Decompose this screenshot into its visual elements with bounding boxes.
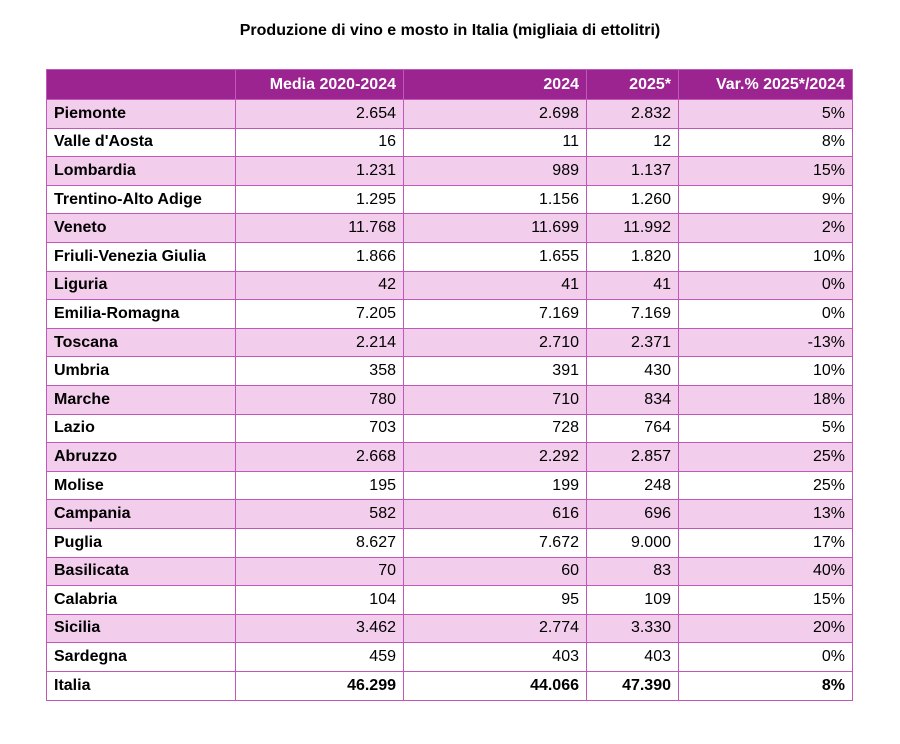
cell-region: Marche xyxy=(47,385,236,414)
cell-2024: 1.655 xyxy=(404,242,587,271)
cell-media: 7.205 xyxy=(236,300,404,329)
cell-media: 8.627 xyxy=(236,528,404,557)
header-2025: 2025* xyxy=(587,70,679,100)
cell-2025: 430 xyxy=(587,357,679,386)
cell-region: Valle d'Aosta xyxy=(47,128,236,157)
total-variation: 8% xyxy=(679,671,853,700)
cell-media: 16 xyxy=(236,128,404,157)
cell-2024: 2.698 xyxy=(404,100,587,129)
cell-2025: 2.832 xyxy=(587,100,679,129)
cell-media: 358 xyxy=(236,357,404,386)
cell-variation: 9% xyxy=(679,185,853,214)
cell-2024: 2.774 xyxy=(404,614,587,643)
cell-region: Umbria xyxy=(47,357,236,386)
table-row xyxy=(47,357,853,386)
total-media: 46.299 xyxy=(236,671,404,700)
header-2024: 2024 xyxy=(404,70,587,100)
cell-variation: 10% xyxy=(679,242,853,271)
cell-2024: 710 xyxy=(404,385,587,414)
cell-media: 703 xyxy=(236,414,404,443)
table-row xyxy=(47,300,853,329)
cell-region: Veneto xyxy=(47,214,236,243)
cell-region: Piemonte xyxy=(47,100,236,129)
cell-media: 2.668 xyxy=(236,443,404,472)
cell-region: Trentino-Alto Adige xyxy=(47,185,236,214)
cell-media: 2.654 xyxy=(236,100,404,129)
cell-variation: 0% xyxy=(679,271,853,300)
cell-2025: 764 xyxy=(587,414,679,443)
cell-region: Sardegna xyxy=(47,643,236,672)
table-body xyxy=(47,100,853,672)
cell-media: 780 xyxy=(236,385,404,414)
cell-2025: 248 xyxy=(587,471,679,500)
cell-variation: 15% xyxy=(679,157,853,186)
table-row xyxy=(47,385,853,414)
total-row xyxy=(47,671,853,700)
cell-2024: 1.156 xyxy=(404,185,587,214)
table-row xyxy=(47,271,853,300)
cell-media: 2.214 xyxy=(236,328,404,357)
cell-media: 3.462 xyxy=(236,614,404,643)
cell-variation: 13% xyxy=(679,500,853,529)
cell-variation: 0% xyxy=(679,300,853,329)
cell-variation: 15% xyxy=(679,586,853,615)
cell-2025: 403 xyxy=(587,643,679,672)
cell-region: Friuli-Venezia Giulia xyxy=(47,242,236,271)
cell-2025: 109 xyxy=(587,586,679,615)
table-row xyxy=(47,214,853,243)
table-row xyxy=(47,557,853,586)
cell-2025: 11.992 xyxy=(587,214,679,243)
cell-region: Toscana xyxy=(47,328,236,357)
cell-media: 1.295 xyxy=(236,185,404,214)
cell-region: Calabria xyxy=(47,586,236,615)
cell-variation: 5% xyxy=(679,414,853,443)
cell-media: 459 xyxy=(236,643,404,672)
cell-2024: 2.292 xyxy=(404,443,587,472)
cell-2025: 1.820 xyxy=(587,242,679,271)
cell-2025: 2.857 xyxy=(587,443,679,472)
cell-2025: 3.330 xyxy=(587,614,679,643)
cell-region: Lazio xyxy=(47,414,236,443)
cell-2025: 7.169 xyxy=(587,300,679,329)
cell-variation: 17% xyxy=(679,528,853,557)
cell-2025: 2.371 xyxy=(587,328,679,357)
cell-variation: 25% xyxy=(679,443,853,472)
table-row xyxy=(47,643,853,672)
cell-region: Puglia xyxy=(47,528,236,557)
table-row xyxy=(47,528,853,557)
table-row xyxy=(47,414,853,443)
cell-region: Basilicata xyxy=(47,557,236,586)
cell-region: Molise xyxy=(47,471,236,500)
cell-2024: 60 xyxy=(404,557,587,586)
table-row xyxy=(47,443,853,472)
cell-region: Emilia-Romagna xyxy=(47,300,236,329)
total-region: Italia xyxy=(47,671,236,700)
table-row xyxy=(47,157,853,186)
cell-media: 1.866 xyxy=(236,242,404,271)
cell-2024: 616 xyxy=(404,500,587,529)
cell-2025: 1.137 xyxy=(587,157,679,186)
cell-media: 1.231 xyxy=(236,157,404,186)
cell-2024: 403 xyxy=(404,643,587,672)
cell-media: 582 xyxy=(236,500,404,529)
cell-2024: 11.699 xyxy=(404,214,587,243)
cell-region: Lombardia xyxy=(47,157,236,186)
cell-media: 70 xyxy=(236,557,404,586)
cell-region: Campania xyxy=(47,500,236,529)
header-region xyxy=(47,70,236,100)
cell-region: Liguria xyxy=(47,271,236,300)
table-row xyxy=(47,586,853,615)
cell-2025: 12 xyxy=(587,128,679,157)
total-2024: 44.066 xyxy=(404,671,587,700)
cell-variation: 18% xyxy=(679,385,853,414)
cell-2024: 2.710 xyxy=(404,328,587,357)
cell-variation: 20% xyxy=(679,614,853,643)
cell-variation: 10% xyxy=(679,357,853,386)
cell-variation: 0% xyxy=(679,643,853,672)
cell-media: 42 xyxy=(236,271,404,300)
total-2025: 47.390 xyxy=(587,671,679,700)
cell-2024: 989 xyxy=(404,157,587,186)
cell-2024: 199 xyxy=(404,471,587,500)
cell-variation: 8% xyxy=(679,128,853,157)
header-variation: Var.% 2025*/2024 xyxy=(679,70,853,100)
header-media: Media 2020-2024 xyxy=(236,70,404,100)
table-row xyxy=(47,328,853,357)
cell-variation: 5% xyxy=(679,100,853,129)
cell-2024: 7.672 xyxy=(404,528,587,557)
cell-region: Sicilia xyxy=(47,614,236,643)
cell-2025: 696 xyxy=(587,500,679,529)
table-row xyxy=(47,614,853,643)
cell-2024: 95 xyxy=(404,586,587,615)
header-row xyxy=(47,70,853,100)
table-row xyxy=(47,128,853,157)
table-row xyxy=(47,471,853,500)
table-row xyxy=(47,500,853,529)
cell-2025: 1.260 xyxy=(587,185,679,214)
cell-region: Abruzzo xyxy=(47,443,236,472)
table-row xyxy=(47,100,853,129)
cell-2025: 9.000 xyxy=(587,528,679,557)
cell-2024: 728 xyxy=(404,414,587,443)
cell-media: 104 xyxy=(236,586,404,615)
cell-variation: 2% xyxy=(679,214,853,243)
cell-media: 195 xyxy=(236,471,404,500)
cell-2025: 41 xyxy=(587,271,679,300)
table-row xyxy=(47,185,853,214)
cell-2025: 83 xyxy=(587,557,679,586)
cell-2024: 7.169 xyxy=(404,300,587,329)
cell-2024: 11 xyxy=(404,128,587,157)
wine-production-table xyxy=(46,69,853,701)
cell-media: 11.768 xyxy=(236,214,404,243)
cell-variation: -13% xyxy=(679,328,853,357)
table-row xyxy=(47,242,853,271)
cell-variation: 40% xyxy=(679,557,853,586)
cell-2025: 834 xyxy=(587,385,679,414)
chart-title: Produzione di vino e mosto in Italia (migliaia di ettolitri) xyxy=(239,22,661,39)
cell-2024: 391 xyxy=(404,357,587,386)
cell-2024: 41 xyxy=(404,271,587,300)
cell-variation: 25% xyxy=(679,471,853,500)
